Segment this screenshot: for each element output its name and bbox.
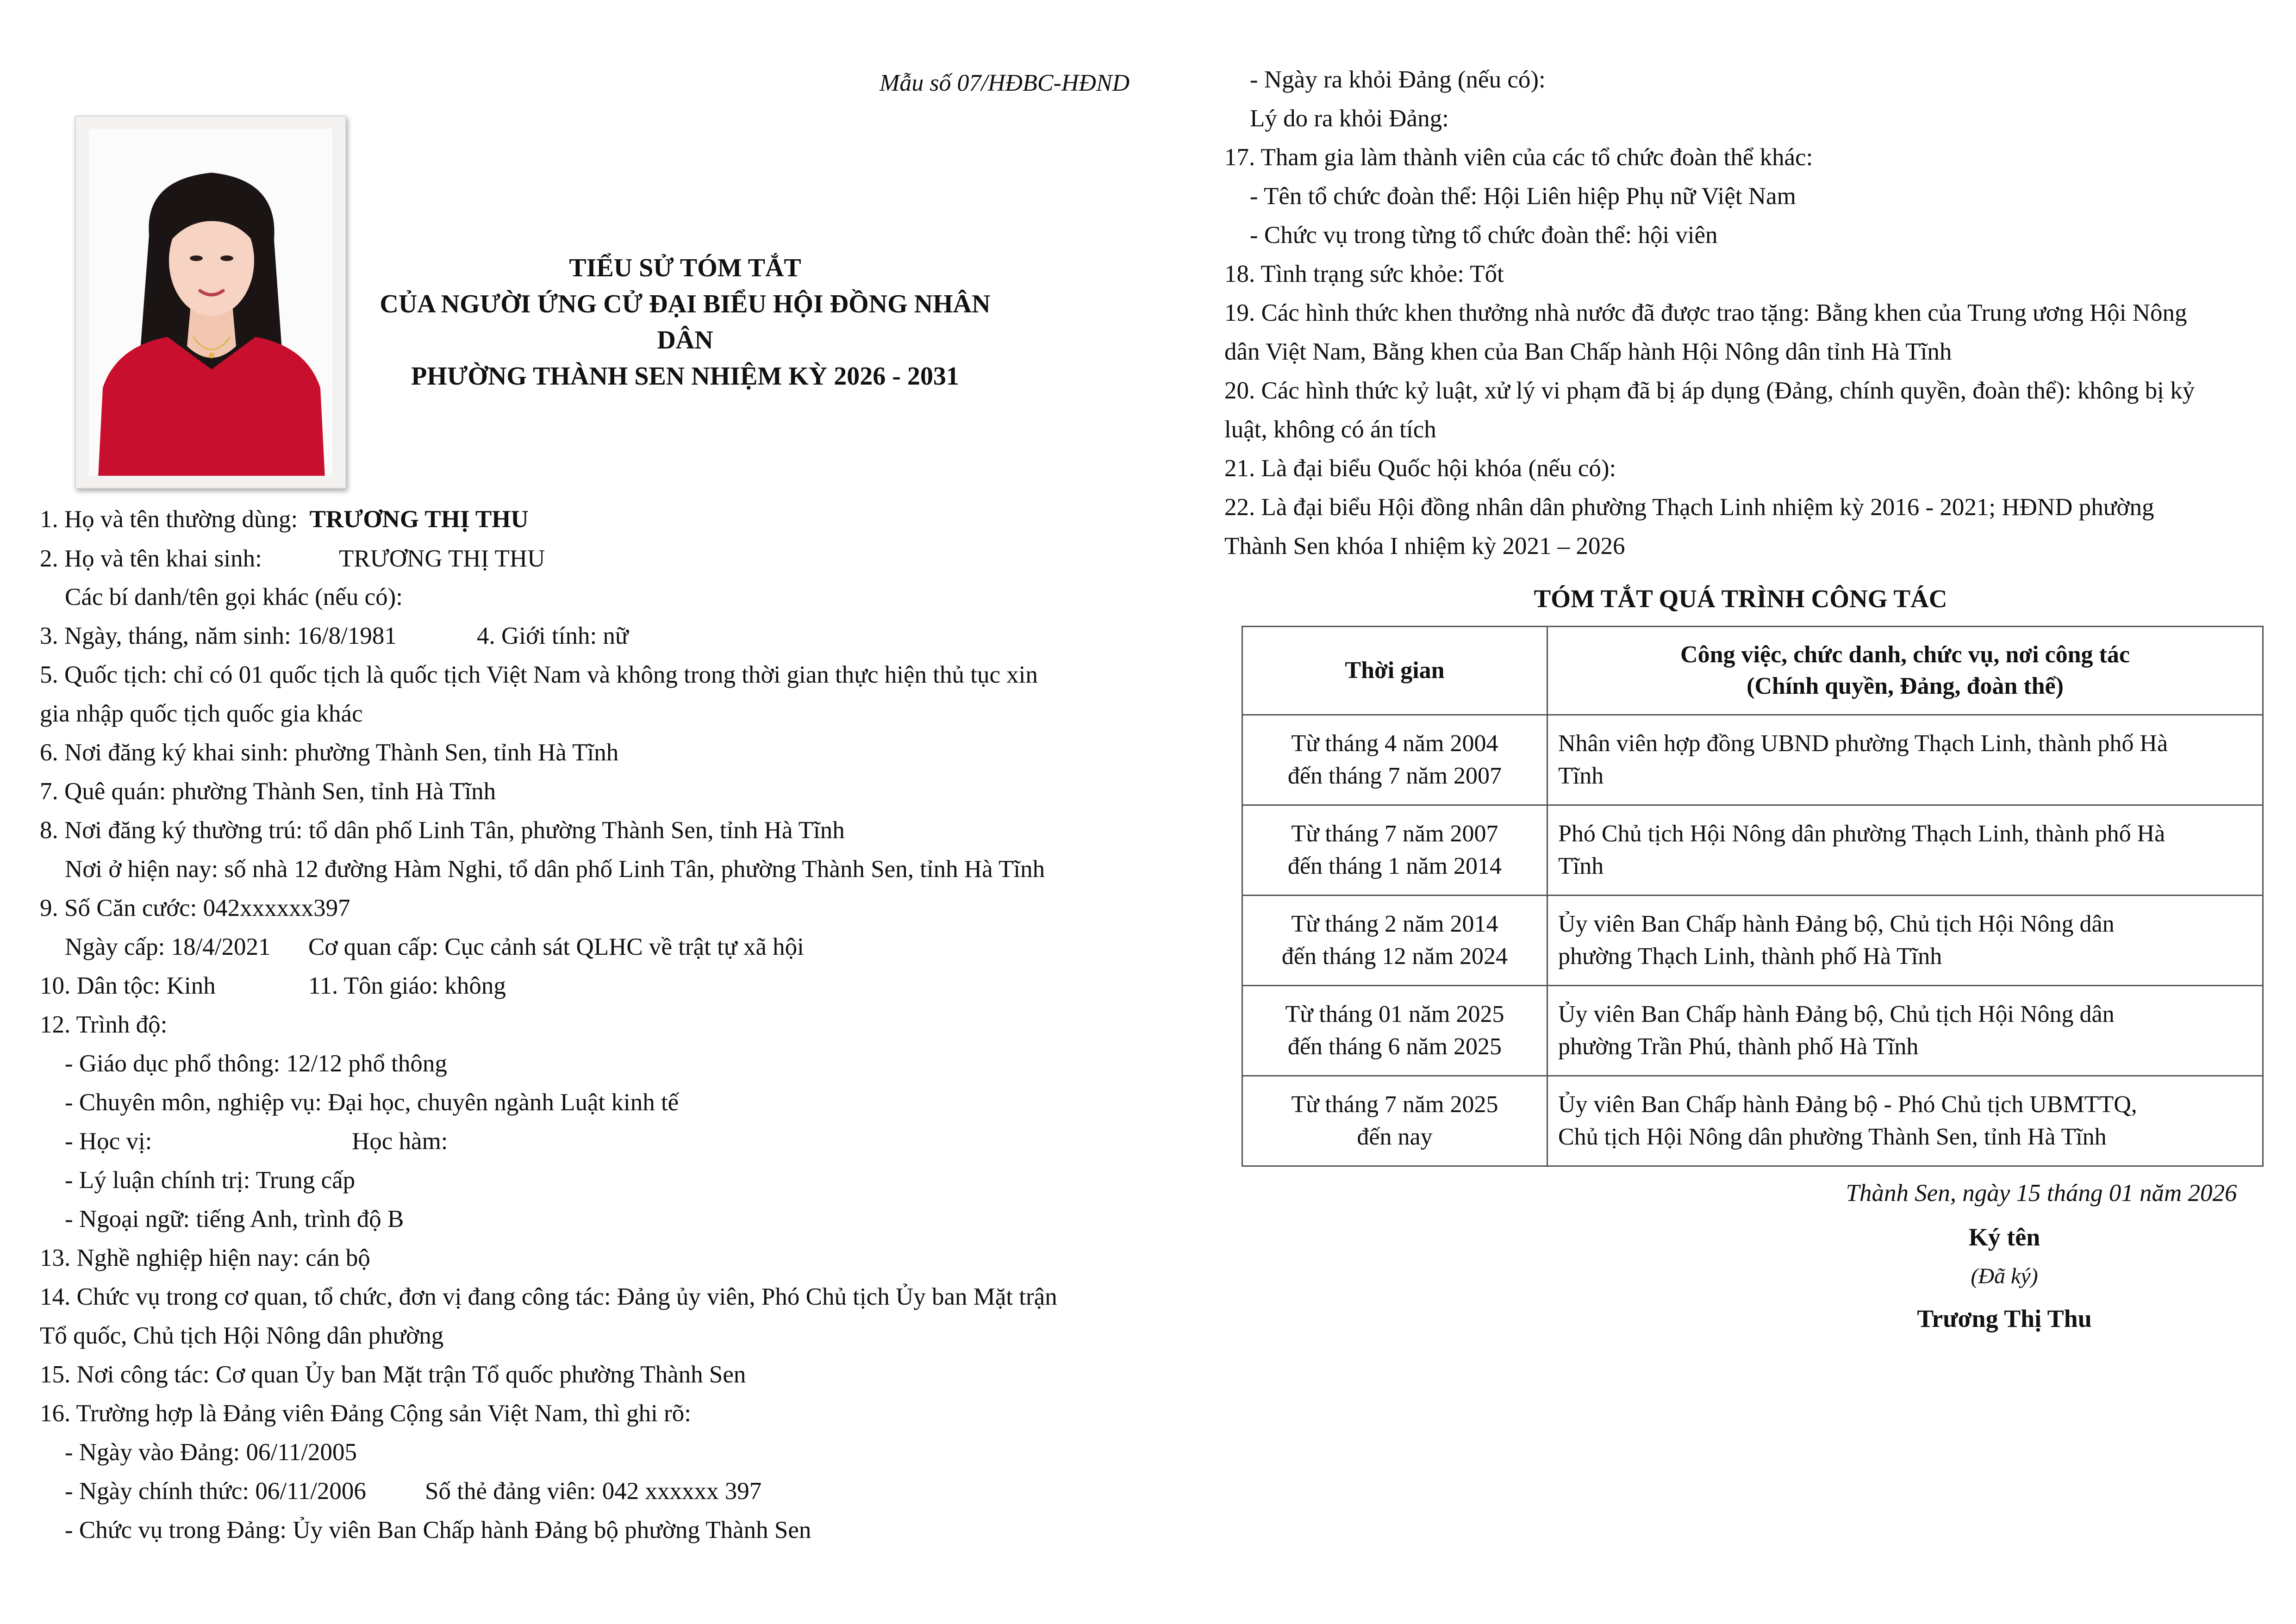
field-permanent-residence: 8. Nơi đăng ký thường trú: tổ dân phố Linh Tân, phường Thành Sen, tỉnh Hà Tĩnh <box>40 817 845 844</box>
field-current-residence: Nơi ở hiện nay: số nhà 12 đường Hàm Nghi, tổ dân phố Linh Tân, phường Thành Sen, tỉnh Hà Tĩnh <box>65 856 1045 883</box>
row-time: Từ tháng 2 năm 2014 đến tháng 12 năm 2024 <box>1242 896 1547 986</box>
row-job: Ủy viên Ban Chấp hành Đảng bộ, Chủ tịch Hội Nông dân phường Thạch Linh, thành phố Hà Tĩnh <box>1547 896 2263 986</box>
field-discipline-1: 20. Các hình thức kỷ luật, xử lý vi phạm đã bị áp dụng (Đảng, chính quyền, đoàn thể): không bị kỷ <box>1224 377 2195 404</box>
row-job: Ủy viên Ban Chấp hành Đảng bộ, Chủ tịch Hội Nông dân phường Trần Phú, thành phố Hà Tĩnh <box>1547 986 2263 1076</box>
table-row <box>1242 805 2263 896</box>
field-organization-name: - Tên tổ chức đoàn thể: Hội Liên hiệp Phụ nữ Việt Nam <box>1250 183 1796 210</box>
table-row <box>1242 715 2263 805</box>
header-job: Công việc, chức danh, chức vụ, nơi công tác (Chính quyền, Đảng, đoàn thể) <box>1547 627 2263 715</box>
field-party-leave-reason: Lý do ra khỏi Đảng: <box>1250 105 1449 132</box>
field-political-theory: - Lý luận chính trị: Trung cấp <box>65 1167 356 1194</box>
field-party-member: 16. Trường hợp là Đảng viên Đảng Cộng sản Việt Nam, thì ghi rõ: <box>40 1400 692 1427</box>
signed-note: (Đã ký) <box>1971 1264 2038 1288</box>
table-row <box>1242 986 2263 1076</box>
field-birth-registration: 6. Nơi đăng ký khai sinh: phường Thành Sen, tỉnh Hà Tĩnh <box>40 739 619 766</box>
field-academic-title: Học hàm: <box>352 1128 448 1155</box>
field-health: 18. Tình trạng sức khỏe: Tốt <box>1224 261 1504 287</box>
field-council-member-2: Thành Sen khóa I nhiệm kỳ 2021 – 2026 <box>1224 533 1625 560</box>
title-line-3: PHƯỜNG THÀNH SEN NHIỆM KỲ 2026 - 2031 <box>411 362 959 391</box>
field-ethnicity: 10. Dân tộc: Kinh <box>40 972 216 999</box>
field-council-member-1: 22. Là đại biểu Hội đồng nhân dân phường Thạch Linh nhiệm kỳ 2016 - 2021; HĐND phường <box>1224 494 2154 521</box>
field-party-card-number: Số thẻ đảng viên: 042 xxxxxx 397 <box>425 1478 762 1505</box>
field-organizations: 17. Tham gia làm thành viên của các tổ chức đoàn thể khác: <box>1224 144 1813 171</box>
field-issuing-authority: Cơ quan cấp: Cục cảnh sát QLHC về trật tự xã hội <box>308 933 804 960</box>
field-education: 12. Trình độ: <box>40 1011 168 1038</box>
table-row <box>1242 1076 2263 1166</box>
work-history-title: TÓM TẮT QUÁ TRÌNH CÔNG TÁC <box>1534 585 1947 613</box>
row-time: Từ tháng 4 năm 2004 đến tháng 7 năm 2007 <box>1242 715 1547 805</box>
field-occupation: 13. Nghề nghiệp hiện nay: cán bộ <box>40 1244 370 1271</box>
field-national-assembly: 21. Là đại biểu Quốc hội khóa (nếu có): <box>1224 455 1616 482</box>
field-workplace: 15. Nơi công tác: Cơ quan Ủy ban Mặt trận Tổ quốc phường Thành Sen <box>40 1361 746 1388</box>
field-general-education: - Giáo dục phổ thông: 12/12 phổ thông <box>65 1050 447 1077</box>
field-foreign-language: - Ngoại ngữ: tiếng Anh, trình độ B <box>65 1206 404 1232</box>
field-aliases: Các bí danh/tên gọi khác (nếu có): <box>65 584 403 610</box>
field-party-position: - Chức vụ trong Đảng: Ủy viên Ban Chấp hành Đảng bộ phường Thành Sen <box>65 1517 811 1543</box>
field-issue-date: Ngày cấp: 18/4/2021 <box>65 933 271 960</box>
row-job: Nhân viên hợp đồng UBND phường Thạch Linh, thành phố Hà Tĩnh <box>1547 715 2263 805</box>
field-dob: 3. Ngày, tháng, năm sinh: 16/8/1981 <box>40 622 397 649</box>
row-job: Phó Chủ tịch Hội Nông dân phường Thạch Linh, thành phố Hà Tĩnh <box>1547 805 2263 896</box>
field-organization-role: - Chức vụ trong từng tổ chức đoàn thể: hội viên <box>1250 222 1718 249</box>
title-line-1: TIỂU SỬ TÓM TẮT <box>569 254 801 282</box>
title-line-2: CỦA NGƯỜI ỨNG CỬ ĐẠI BIỂU HỘI ĐỒNG NHÂN DÂN <box>380 290 991 355</box>
document-title <box>352 250 1018 394</box>
row-job: Ủy viên Ban Chấp hành Đảng bộ - Phó Chủ tịch UBMTTQ, Chủ tịch Hội Nông dân phường Thành Sen, tỉnh Hà Tĩnh <box>1547 1076 2263 1166</box>
field-specialty: - Chuyên môn, nghiệp vụ: Đại học, chuyên ngành Luật kinh tế <box>65 1089 679 1116</box>
field-gender: 4. Giới tính: nữ <box>477 622 629 649</box>
field-degree: - Học vị: <box>65 1128 152 1155</box>
signer-name: Trương Thị Thu <box>1917 1305 2092 1332</box>
field-awards-2: dân Việt Nam, Bằng khen của Ban Chấp hành Hội Nông dân tỉnh Hà Tĩnh <box>1224 338 1952 365</box>
table-row <box>1242 896 2263 986</box>
portrait-photo <box>75 116 346 489</box>
field-position-2: Tổ quốc, Chủ tịch Hội Nông dân phường <box>40 1322 444 1349</box>
field-common-name: 1. Họ và tên thường dùng: TRƯƠNG THỊ THU <box>40 506 529 533</box>
field-awards-1: 19. Các hình thức khen thưởng nhà nước đã được trao tặng: Bằng khen của Trung ương Hội Nông <box>1224 299 2187 326</box>
table-header-row <box>1242 627 2263 715</box>
place-date: Thành Sen, ngày 15 tháng 01 năm 2026 <box>1846 1180 2237 1207</box>
field-nationality-1: 5. Quốc tịch: chỉ có 01 quốc tịch là quốc tịch Việt Nam và không trong thời gian thực hiện thủ tục xin <box>40 661 1038 688</box>
header-time: Thời gian <box>1242 627 1547 715</box>
sign-label: Ký tên <box>1968 1223 2040 1251</box>
birth-name-value: TRƯƠNG THỊ THU <box>339 545 545 572</box>
form-code: Mẫu số 07/HĐBC-HĐND <box>880 70 1130 96</box>
field-party-leave-date: - Ngày ra khỏi Đảng (nếu có): <box>1250 66 1546 93</box>
work-history-table <box>1242 626 2264 1167</box>
field-religion: 11. Tôn giáo: không <box>308 972 506 999</box>
field-nationality-2: gia nhập quốc tịch quốc gia khác <box>40 700 363 727</box>
row-time: Từ tháng 01 năm 2025 đến tháng 6 năm 2025 <box>1242 986 1547 1076</box>
common-name-value: TRƯƠNG THỊ THU <box>309 506 529 533</box>
field-birth-name: 2. Họ và tên khai sinh: <box>40 545 262 572</box>
row-time: Từ tháng 7 năm 2007 đến tháng 1 năm 2014 <box>1242 805 1547 896</box>
row-time: Từ tháng 7 năm 2025 đến nay <box>1242 1076 1547 1166</box>
field-position-1: 14. Chức vụ trong cơ quan, tổ chức, đơn vị đang công tác: Đảng ủy viên, Phó Chủ tịch Ủy ban Mặt trận <box>40 1283 1057 1310</box>
portrait-illustration <box>89 129 332 476</box>
field-id-number: 9. Số Căn cước: 042xxxxxx397 <box>40 895 350 921</box>
field-party-join-date: - Ngày vào Đảng: 06/11/2005 <box>65 1439 357 1466</box>
field-party-official-date: - Ngày chính thức: 06/11/2006 <box>65 1478 366 1505</box>
field-discipline-2: luật, không có án tích <box>1224 416 1436 443</box>
field-hometown: 7. Quê quán: phường Thành Sen, tỉnh Hà Tĩnh <box>40 778 496 805</box>
